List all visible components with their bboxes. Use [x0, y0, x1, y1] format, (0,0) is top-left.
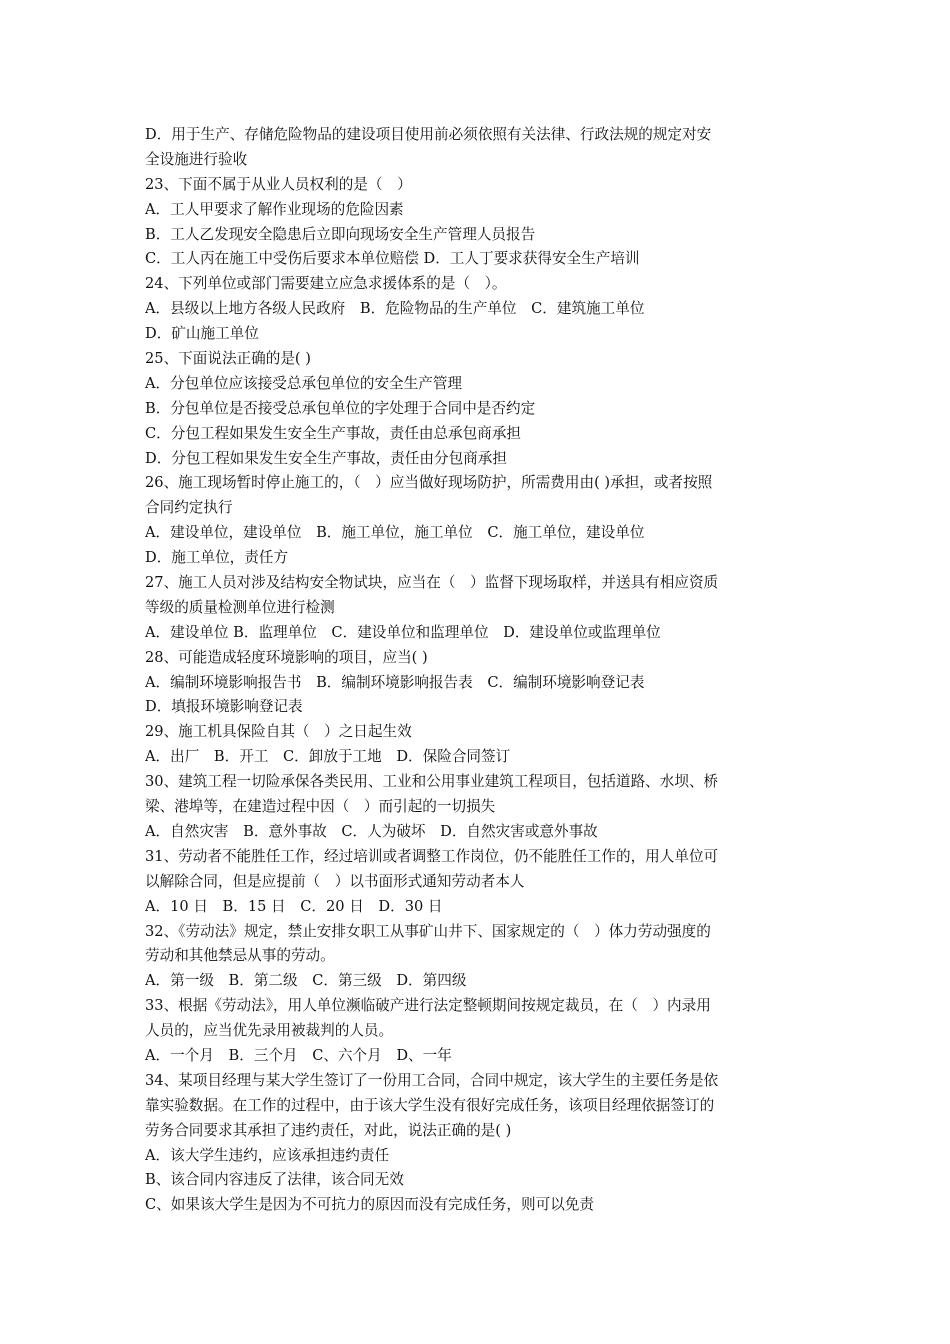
text-line: 靠实验数据。在工作的过程中，由于该大学生没有很好完成任务，该项目经理依据签订的 — [145, 1096, 715, 1114]
text-line: D．用于生产、存储危险物品的建设项目使用前必须依照有关法律、行政法规的规定对安 — [145, 126, 712, 143]
text-line: A．一个月 B．三个月 C、六个月 D、一年 — [145, 1046, 452, 1064]
text-line: 23、下面不属于从业人员权利的是（ ） — [145, 175, 412, 193]
text-line: 32、《劳动法》规定，禁止安排女职工从事矿山井下、国家规定的（ ）体力劳动强度的 — [145, 922, 711, 940]
text-line: 34、某项目经理与某大学生签订了一份用工合同，合同中规定，该大学生的主要任务是依 — [145, 1071, 719, 1089]
text-line: C．工人丙在施工中受伤后要求本单位赔偿 D．工人丁要求获得安全生产培训 — [145, 250, 640, 268]
text-line: A．工人甲要求了解作业现场的危险因素 — [145, 200, 404, 218]
text-line: A．自然灾害 B．意外事故 C．人为破坏 D．自然灾害或意外事故 — [145, 822, 598, 840]
text-line: A．分包单位应该接受总承包单位的安全生产管理 — [145, 374, 463, 392]
text-line: A．出厂 B．开工 C．卸放于工地 D．保险合同签订 — [145, 748, 511, 766]
text-line: C．分包工程如果发生安全生产事故，责任由总承包商承担 — [145, 424, 522, 442]
text-line: 33、根据《劳动法》，用人单位濒临破产进行法定整顿期间按规定裁员，在（ ）内录用 — [145, 997, 711, 1015]
text-line: 劳务合同要求其承担了违约责任，对此，说法正确的是( ) — [145, 1121, 512, 1139]
text-line: A．建设单位，建设单位 B．施工单位，施工单位 C．施工单位，建设单位 — [145, 524, 645, 542]
text-line: 29、施工机具保险自其（ ）之日起生效 — [145, 723, 412, 741]
text-line: B．分包单位是否接受总承包单位的字处理于合同中是否约定 — [145, 399, 536, 417]
text-line: 以解除合同，但是应提前（ ）以书面形式通知劳动者本人 — [145, 872, 525, 890]
text-line: D．矿山施工单位 — [145, 325, 259, 343]
text-line: 27、施工人员对涉及结构安全物试块，应当在（ ）监督下现场取样，并送具有相应资质 — [145, 574, 719, 592]
text-line: 30、建筑工程一切险承保各类民用、工业和公用事业建筑工程项目，包括道路、水坝、桥 — [145, 773, 719, 791]
text-line: A．县级以上地方各级人民政府 B．危险物品的生产单位 C．建筑施工单位 — [145, 300, 645, 318]
text-line: 28、可能造成轻度环境影响的项目，应当( ) — [145, 648, 428, 666]
text-line: 等级的质量检测单位进行检测 — [145, 598, 335, 616]
text-line: A．10 日 B．15 日 C．20 日 D．30 日 — [145, 897, 443, 915]
text-line: D．施工单位，责任方 — [145, 549, 289, 567]
text-line: C、如果该大学生是因为不可抗力的原因而没有完成任务，则可以免责 — [145, 1196, 594, 1214]
text-line: A．该大学生违约，应该承担违约责任 — [145, 1146, 390, 1164]
text-line: B、该合同内容违反了法律，该合同无效 — [145, 1171, 404, 1189]
text-line: 合同约定执行 — [145, 499, 233, 517]
text-line: A．编制环境影响报告书 B．编制环境影响报告表 C．编制环境影响登记表 — [145, 673, 645, 691]
text-line: 梁、港埠等，在建造过程中因（ ）而引起的一切损失 — [145, 798, 496, 816]
document-body — [145, 123, 807, 1218]
text-line: 25、下面说法正确的是( ) — [145, 350, 311, 368]
text-line: 劳动和其他禁忌从事的劳动。 — [145, 947, 335, 965]
text-line: D．填报环境影响登记表 — [145, 698, 303, 716]
text-line: 人员的，应当优先录用被裁判的人员。 — [145, 1022, 394, 1040]
text-line: 26、施工现场暂时停止施工的，（ ）应当做好现场防护，所需费用由( )承担，或者按照 — [145, 474, 713, 492]
text-line: A．建设单位 B．监理单位 C．建设单位和监理单位 D．建设单位或监理单位 — [145, 623, 661, 641]
text-line: A．第一级 B．第二级 C．第三级 D．第四级 — [145, 972, 467, 990]
text-line: 24、下列单位或部门需要建立应急求援体系的是（ ）。 — [145, 275, 507, 293]
text-line: B．工人乙发现安全隐患后立即向现场安全生产管理人员报告 — [145, 225, 536, 243]
text-line: 31、劳动者不能胜任工作，经过培训或者调整工作岗位，仍不能胜任工作的，用人单位可 — [145, 847, 719, 865]
text-line: D．分包工程如果发生安全生产事故，责任由分包商承担 — [145, 449, 507, 467]
text-line: 全设施进行验收 — [145, 150, 248, 168]
